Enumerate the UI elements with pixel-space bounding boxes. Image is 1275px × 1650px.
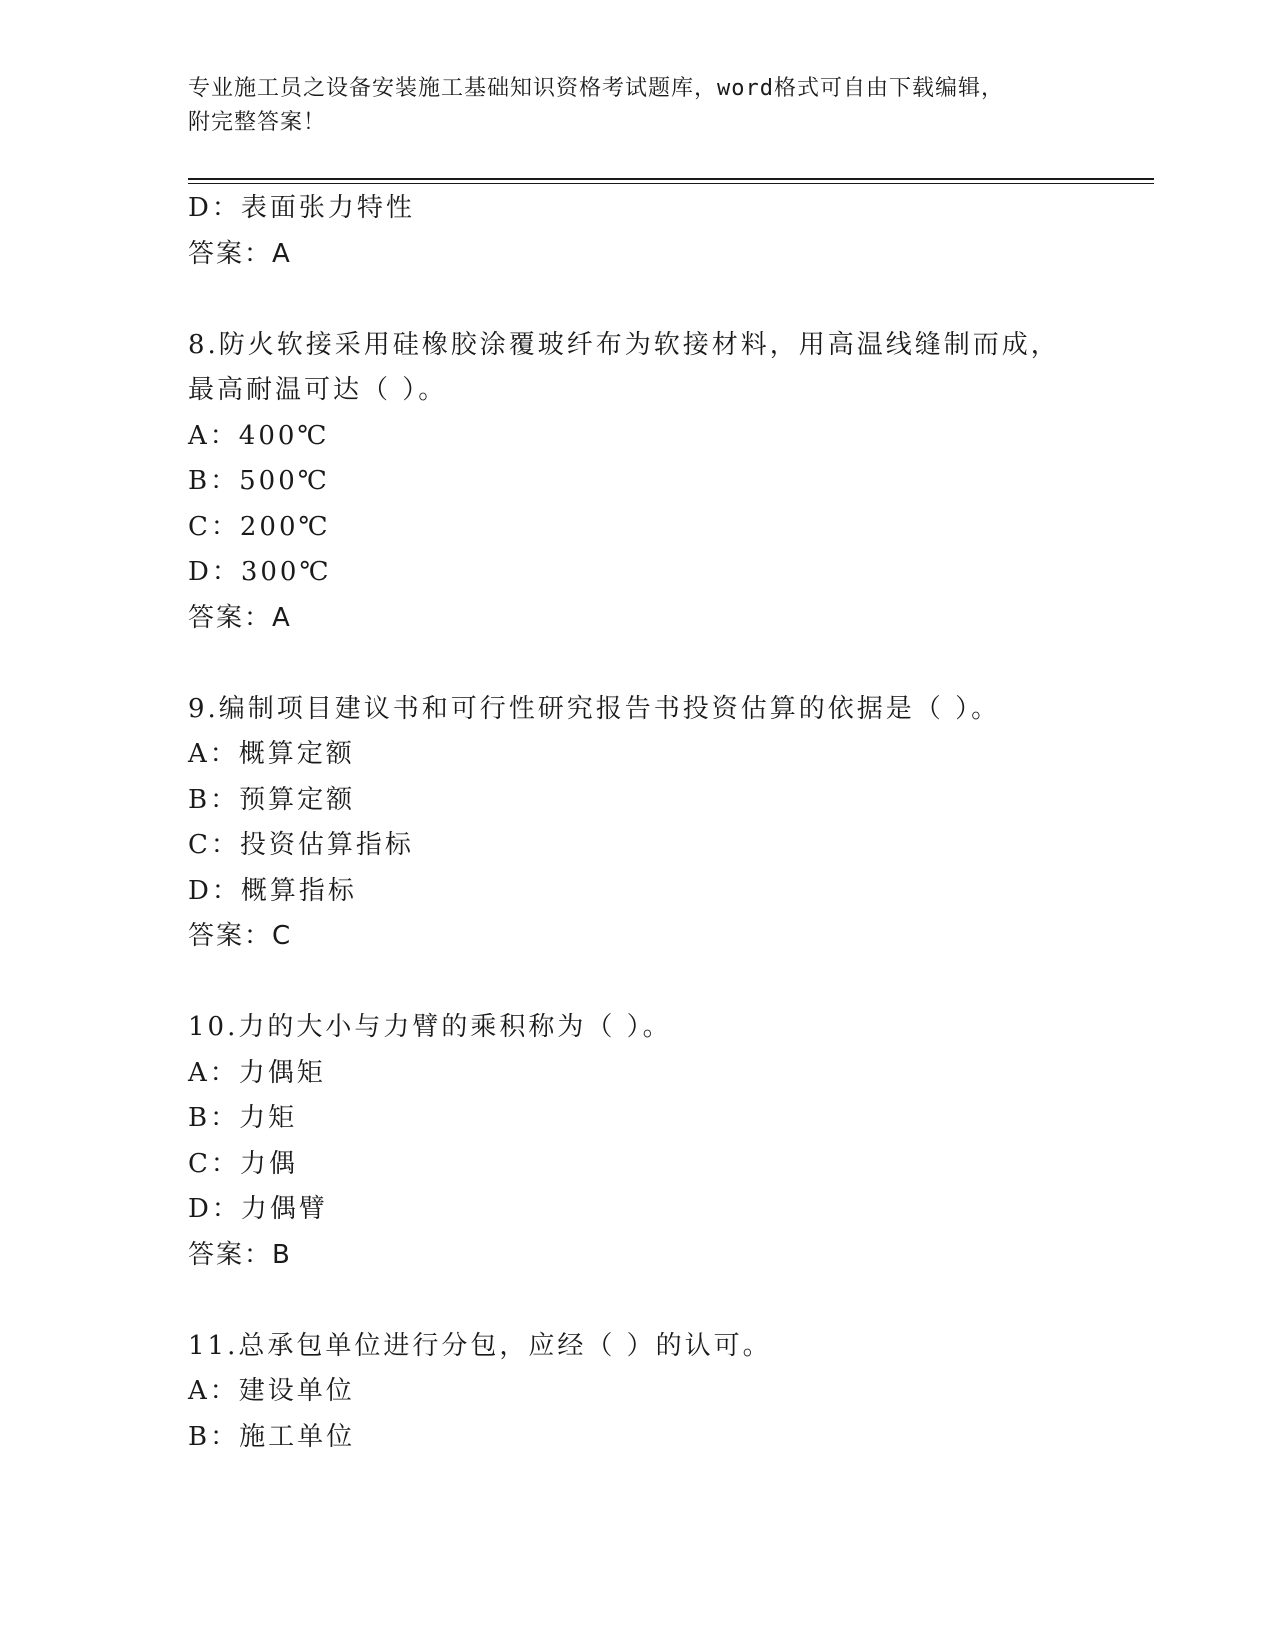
option-c: C：力偶 xyxy=(188,1148,298,1179)
option-d: D：概算指标 xyxy=(188,875,357,906)
answer-line: 答案：A xyxy=(188,602,292,633)
answer-line: 答案：A xyxy=(188,238,292,269)
option-a: A：400℃ xyxy=(188,420,330,451)
question-11 xyxy=(188,1324,1108,1461)
option-b: B：力矩 xyxy=(188,1103,298,1133)
option-b: B：施工单位 xyxy=(188,1421,356,1452)
header-divider xyxy=(188,178,1154,180)
answer-line: 答案：C xyxy=(188,921,293,951)
header-divider-thin xyxy=(188,183,1154,184)
question-list xyxy=(188,186,1108,1460)
question-10 xyxy=(188,1005,1108,1278)
option-a: A：概算定额 xyxy=(188,739,355,769)
answer-line: 答案：B xyxy=(188,1239,292,1270)
header-line-2: 附完整答案！ xyxy=(188,110,327,135)
option-d: D：表面张力特性 xyxy=(188,193,415,223)
option-d: D：力偶臂 xyxy=(188,1194,328,1224)
question-stem: 9.编制项目建议书和可行性研究报告书投资估算的依据是（ ）。 xyxy=(188,693,1001,724)
question-8 xyxy=(188,323,1108,642)
question-stem: 11.总承包单位进行分包，应经（ ）的认可。 xyxy=(188,1330,772,1361)
previous-question-tail xyxy=(188,186,1108,277)
question-stem: 8.防火软接采用硅橡胶涂覆玻纤布为软接材料，用高温线缝制而成， xyxy=(188,329,1060,360)
spacer xyxy=(188,277,1108,323)
option-a: A：力偶矩 xyxy=(188,1057,326,1088)
option-c: C：200℃ xyxy=(188,511,331,542)
option-c: C：投资估算指标 xyxy=(188,830,414,860)
header-line-1: 专业施工员之设备安装施工基础知识资格考试题库，word格式可自由下载编辑， xyxy=(188,76,1004,101)
question-stem-continued: 最高耐温可达（ ）。 xyxy=(188,375,448,405)
spacer xyxy=(188,1278,1108,1324)
spacer xyxy=(188,641,1108,687)
option-d: D：300℃ xyxy=(188,557,332,587)
spacer xyxy=(188,960,1108,1006)
question-stem: 10.力的大小与力臂的乘积称为（ ）。 xyxy=(188,1012,672,1042)
option-a: A：建设单位 xyxy=(188,1376,355,1406)
option-b: B：500℃ xyxy=(188,466,330,496)
question-9 xyxy=(188,687,1108,960)
option-b: B：预算定额 xyxy=(188,784,356,815)
document-header xyxy=(188,72,1088,140)
